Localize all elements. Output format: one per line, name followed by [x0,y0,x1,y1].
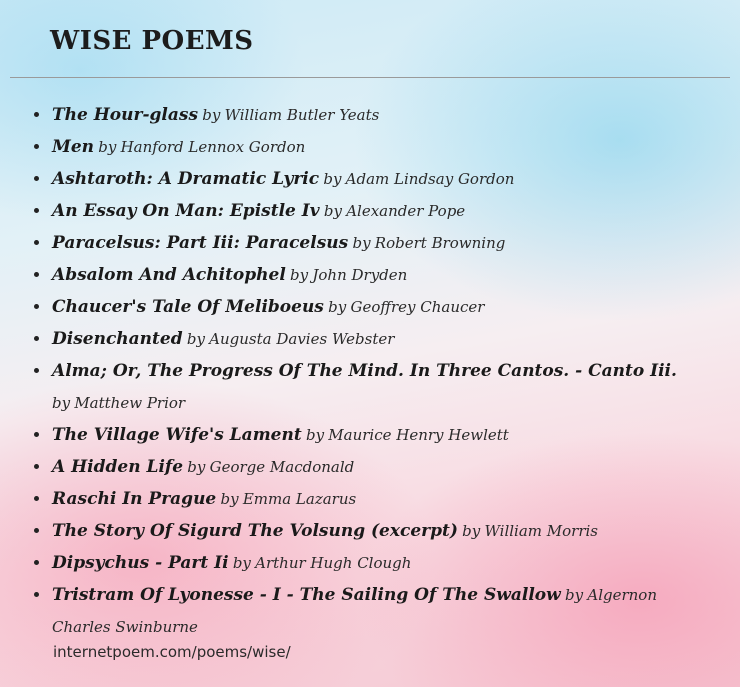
source-url-link[interactable]: internetpoem.com/poems/wise/ [53,643,291,661]
bullet-icon [34,112,39,117]
poem-list-item [52,291,692,323]
poem-title-link[interactable]: Alma; Or, The Progress Of The Mind. In Three Cantos. - Canto Iii. [52,361,677,381]
poem-author-link[interactable]: John Dryden [312,266,408,284]
poem-title-link[interactable]: The Hour-glass [52,105,199,125]
poem-list [52,99,692,643]
poem-author-link[interactable]: William Butler Yeats [224,106,380,124]
poem-by-label: by [352,234,371,252]
poem-title-link[interactable]: A Hidden Life [52,457,184,477]
poem-by-label: by [98,138,117,156]
bullet-icon [34,368,39,373]
poem-list-item [52,579,692,643]
poem-by-label: by [290,266,309,284]
poem-author-link[interactable]: Matthew Prior [74,394,186,412]
poem-author-link[interactable]: Alexander Pope [346,202,466,220]
poem-by-label: by [220,490,239,508]
bullet-icon [34,560,39,565]
poem-by-label: by [187,458,206,476]
poem-by-label: by [202,106,221,124]
poem-title-link[interactable]: Men [52,137,94,157]
poem-title-link[interactable]: Dipsychus - Part Ii [52,553,229,573]
poem-author-link[interactable]: Adam Lindsay Gordon [345,170,515,188]
bullet-icon [34,208,39,213]
poem-title-link[interactable]: The Story Of Sigurd The Volsung (excerpt) [52,521,458,541]
poem-by-label: by [232,554,251,572]
poem-list-item [52,515,692,547]
poem-author-link[interactable]: George Macdonald [209,458,355,476]
poem-list-item [52,355,692,419]
poem-title-link[interactable]: Raschi In Prague [52,489,217,509]
poem-title-link[interactable]: An Essay On Man: Epistle Iv [52,201,320,221]
poem-list-item [52,99,692,131]
poem-author-link[interactable]: Arthur Hugh Clough [255,554,412,572]
poem-title-link[interactable]: The Village Wife's Lament [52,425,302,445]
poem-list-item [52,259,692,291]
bullet-icon [34,432,39,437]
bullet-icon [34,496,39,501]
poem-list-item [52,483,692,515]
poem-by-label: by [565,586,584,604]
poem-author-link[interactable]: Hanford Lennox Gordon [120,138,306,156]
poem-author-link[interactable]: Robert Browning [374,234,506,252]
page-frame [10,0,730,676]
poem-list-item [52,131,692,163]
poem-by-label: by [305,426,325,444]
poem-title-link[interactable]: Disenchanted [52,329,183,349]
poem-author-link[interactable]: Geoffrey Chaucer [350,298,485,316]
poem-list-item [52,163,692,195]
bullet-icon [34,592,39,597]
page-title: WISE POEMS [50,26,254,56]
poem-by-label: by [323,170,342,188]
poem-list-item [52,323,692,355]
poem-author-link[interactable]: William Morris [484,522,599,540]
bullet-icon [34,304,39,309]
poem-title-link[interactable]: Ashtaroth: A Dramatic Lyric [52,169,320,189]
poem-author-link[interactable]: Emma Lazarus [242,490,357,508]
poem-by-label: by [186,330,205,348]
poem-by-label: by [52,394,71,412]
poem-list-item [52,547,692,579]
bullet-icon [34,176,39,181]
poem-list-item [52,451,692,483]
poem-list-item [52,227,692,259]
poem-title-link[interactable]: Chaucer's Tale Of Meliboeus [52,297,324,317]
bullet-icon [34,144,39,149]
poem-list-item [52,195,692,227]
poem-by-label: by [323,202,342,220]
poem-title-link[interactable]: Absalom And Achitophel [52,265,286,285]
poem-by-label: by [462,522,481,540]
bullet-icon [34,336,39,341]
poem-by-label: by [328,298,347,316]
bullet-icon [34,528,39,533]
poem-author-link[interactable]: Algernon Charles Swinburne [52,586,657,636]
title-divider [10,77,730,78]
poem-title-link[interactable]: Paracelsus: Part Iii: Paracelsus [52,233,349,253]
poem-author-link[interactable]: Maurice Henry Hewlett [328,426,509,444]
bullet-icon [34,464,39,469]
poem-author-link[interactable]: Augusta Davies Webster [209,330,395,348]
poem-list-item [52,419,692,451]
bullet-icon [34,240,39,245]
bullet-icon [34,272,39,277]
poem-title-link[interactable]: Tristram Of Lyonesse - I - The Sailing Of The Swallow [52,585,561,605]
